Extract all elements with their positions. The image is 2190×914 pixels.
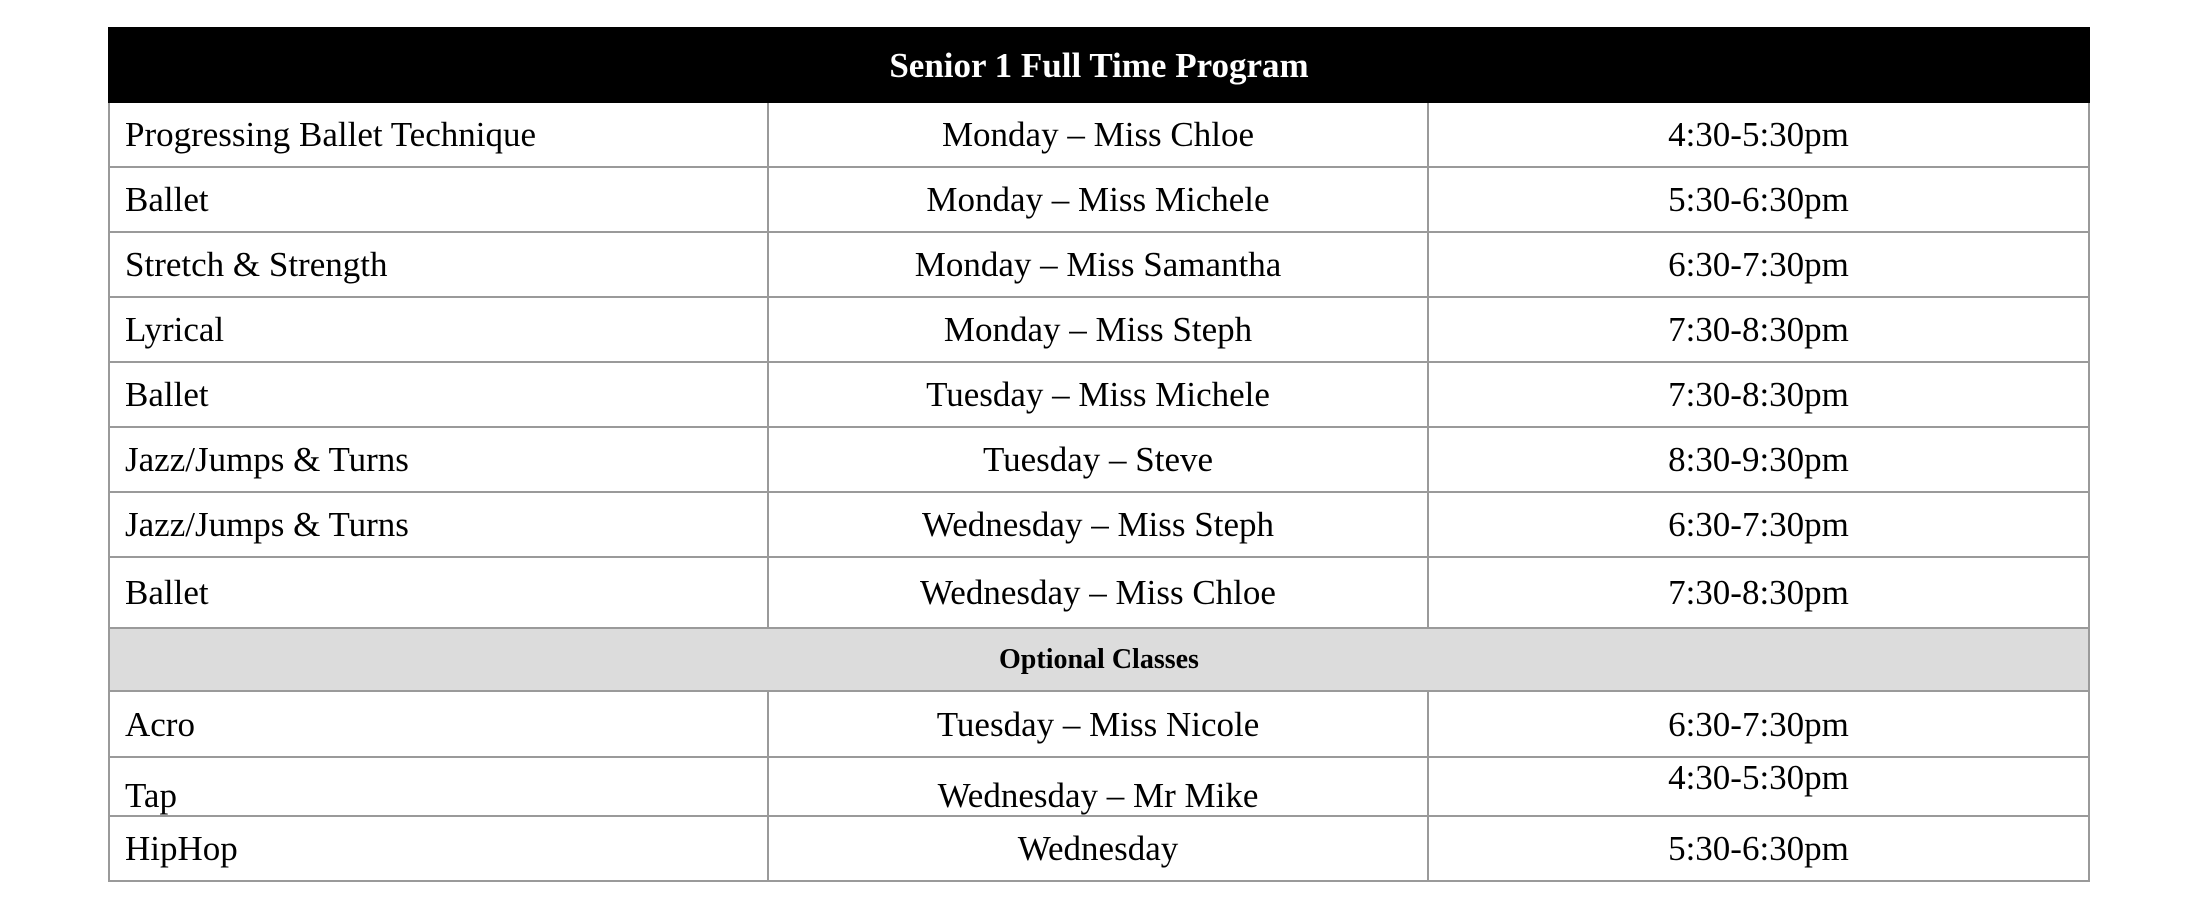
table-row [109, 362, 2089, 427]
class-name: Tap [109, 757, 768, 816]
table-row [109, 232, 2089, 297]
class-day-teacher: Wednesday – Mr Mike [768, 757, 1428, 816]
table-row [109, 691, 2089, 757]
class-time: 4:30-5:30pm [1428, 102, 2089, 167]
class-name: Ballet [109, 362, 768, 427]
class-day-teacher: Monday – Miss Chloe [768, 102, 1428, 167]
table-row [109, 297, 2089, 362]
class-name: Lyrical [109, 297, 768, 362]
table-row [109, 557, 2089, 628]
class-day-teacher: Wednesday – Miss Chloe [768, 557, 1428, 628]
table-row [109, 427, 2089, 492]
class-time: 5:30-6:30pm [1428, 167, 2089, 232]
class-name: Jazz/Jumps & Turns [109, 492, 768, 557]
class-time: 4:30-5:30pm [1428, 757, 2089, 816]
table-row [109, 167, 2089, 232]
class-time: 6:30-7:30pm [1428, 232, 2089, 297]
title-row [109, 28, 2089, 102]
table-row [109, 102, 2089, 167]
class-time: 7:30-8:30pm [1428, 557, 2089, 628]
table-row [109, 757, 2089, 816]
class-name: Ballet [109, 557, 768, 628]
class-time: 7:30-8:30pm [1428, 362, 2089, 427]
class-day-teacher: Tuesday – Steve [768, 427, 1428, 492]
optional-classes-heading: Optional Classes [109, 628, 2089, 691]
class-time: 6:30-7:30pm [1428, 492, 2089, 557]
class-time: 6:30-7:30pm [1428, 691, 2089, 757]
class-name: Progressing Ballet Technique [109, 102, 768, 167]
class-time: 8:30-9:30pm [1428, 427, 2089, 492]
class-day-teacher: Wednesday – Miss Steph [768, 492, 1428, 557]
class-day-teacher: Tuesday – Miss Michele [768, 362, 1428, 427]
class-time: 5:30-6:30pm [1428, 816, 2089, 881]
class-time: 7:30-8:30pm [1428, 297, 2089, 362]
class-day-teacher: Wednesday [768, 816, 1428, 881]
table-title: Senior 1 Full Time Program [109, 28, 2089, 102]
schedule-table [108, 27, 2090, 882]
optional-section-row [109, 628, 2089, 691]
class-name: Acro [109, 691, 768, 757]
class-day-teacher: Monday – Miss Michele [768, 167, 1428, 232]
class-day-teacher: Monday – Miss Samantha [768, 232, 1428, 297]
class-name: HipHop [109, 816, 768, 881]
class-name: Ballet [109, 167, 768, 232]
class-name: Jazz/Jumps & Turns [109, 427, 768, 492]
class-name: Stretch & Strength [109, 232, 768, 297]
table-row [109, 492, 2089, 557]
class-day-teacher: Monday – Miss Steph [768, 297, 1428, 362]
class-day-teacher: Tuesday – Miss Nicole [768, 691, 1428, 757]
table-row [109, 816, 2089, 881]
